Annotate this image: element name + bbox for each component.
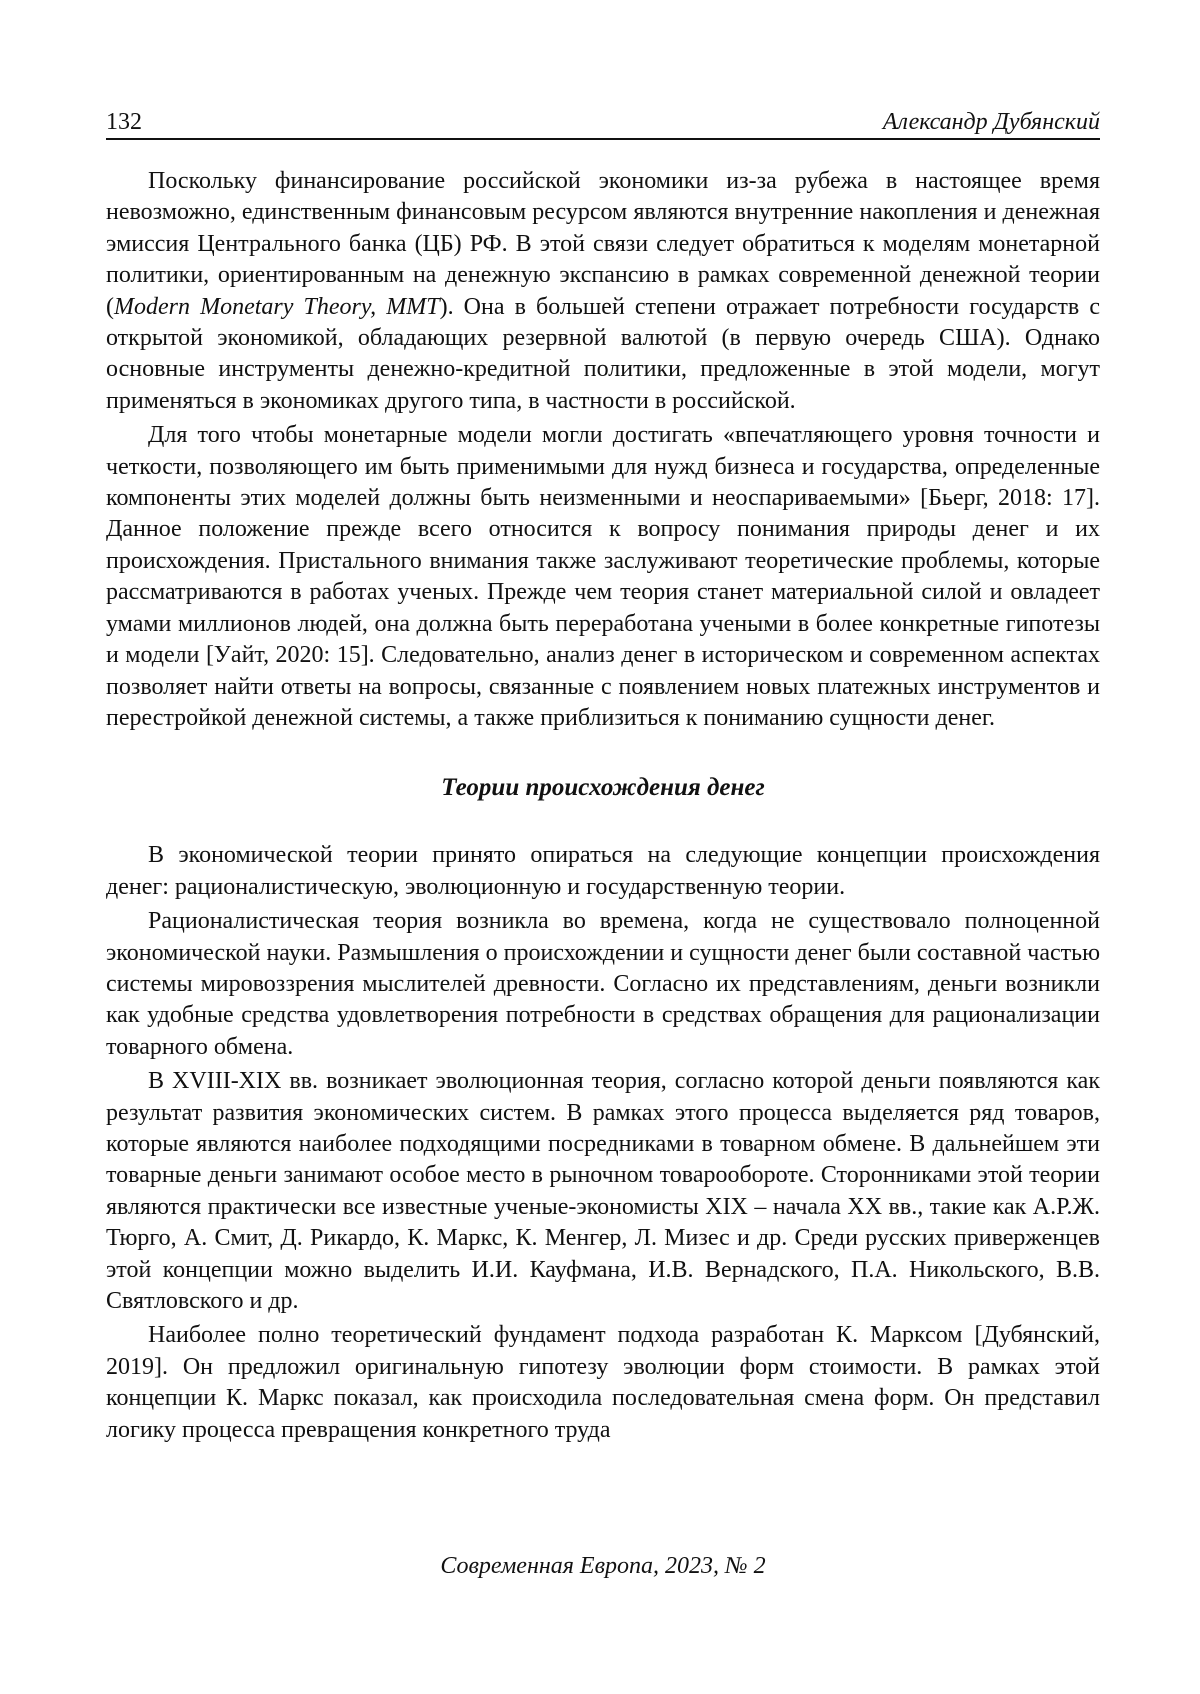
section-heading: Теории происхождения денег (441, 774, 765, 802)
page-number: 132 (106, 109, 142, 135)
paragraph (106, 166, 1100, 417)
running-header (106, 104, 1100, 140)
paragraph: В экономической теории принято опираться на следующие концепции происхождения денег: рационалистическую, эволюционную и государственную теории. (106, 842, 1100, 900)
journal-footer: Современная Европа, 2023, № 2 (440, 1553, 766, 1579)
paragraph-text: Поскольку финансирование российской экономики из-за рубежа в настоящее время невозможно, единственным финансовым ресурсом являются внутренние накопления и денежная эмиссия Центрального банка (ЦБ) РФ. В этой связи следует обратиться к моделям монетарной политики, ориентированным на денежную экспансию в рамках современной денежной теории ( (106, 168, 1100, 320)
article-body (106, 166, 1100, 1449)
paragraph: Для того чтобы монетарные модели могли достигать «впечатляющего уровня точности и четкости, позволяющего им быть применимыми для нужд бизнеса и государства, определенные компоненты этих моделей должны быть неизменными и неоспариваемыми» [Бьерг, 2018: 17]. Данное положение прежде всего относится к вопросу понимания природы денег и их происхождения. Пристального внимания также заслуживают теоретические проблемы, которые рассматриваются в работах ученых. Прежде чем теория станет материальной силой и овладеет умами миллионов людей, она должна быть переработана учеными в более конкретные гипотезы и модели [Уайт, 2020: 15]. Следовательно, анализ денег в историческом и современном аспектах позволяет найти ответы на вопросы, связанные с появлением новых платежных инструментов и перестройкой денежной системы, а также приблизиться к пониманию сущности денег. (106, 422, 1100, 731)
running-author: Александр Дубянский (882, 109, 1100, 135)
paragraph-italic-term: Modern Monetary Theory, MMT (114, 293, 440, 320)
paragraph: Наиболее полно теоретический фундамент подхода разработан К. Марксом [Дубянский, 2019]. Он предложил оригинальную гипотезу эволюции форм стоимости. В рамках этой концепции К. Маркс показал, как происходила последовательная смена форм. Он представил логику процесса превращения конкретного труда (106, 1322, 1100, 1443)
paragraph: В XVIII-XIX вв. возникает эволюционная теория, согласно которой деньги появляются как результат развития экономических систем. В рамках этого процесса выделяется ряд товаров, которые являются наиболее подходящими посредниками в товарном обмене. В дальнейшем эти товарные деньги занимают особое место в рыночном товарообороте. Сторонниками этой теории являются практически все известные ученые-экономисты XIX – начала XX вв., такие как А.Р.Ж. Тюрго, А. Смит, Д. Рикардо, К. Маркс, К. Менгер, Л. Мизес и др. Среди русских приверженцев этой концепции можно выделить И.И. Кауфмана, И.В. Вернадского, П.А. Никольского, В.В. Святловского и др. (106, 1068, 1100, 1314)
paragraph: Рационалистическая теория возникла во времена, когда не существовало полноценной экономической науки. Размышления о происхождении и сущности денег были составной частью системы мировоззрения мыслителей древности. Согласно их представлениям, деньги возникли как удобные средства удовлетворения потребности в средствах обращения для рационализации товарного обмена. (106, 908, 1100, 1060)
paragraph-text: ). Она в большей степени отражает потребности государств с открытой экономикой, обладающих резервной валютой (в первую очередь США). Однако основные инструменты денежно-кредитной политики, предложенные в этой модели, могут применяться в экономиках другого типа, в частности в российской. (106, 293, 1100, 414)
